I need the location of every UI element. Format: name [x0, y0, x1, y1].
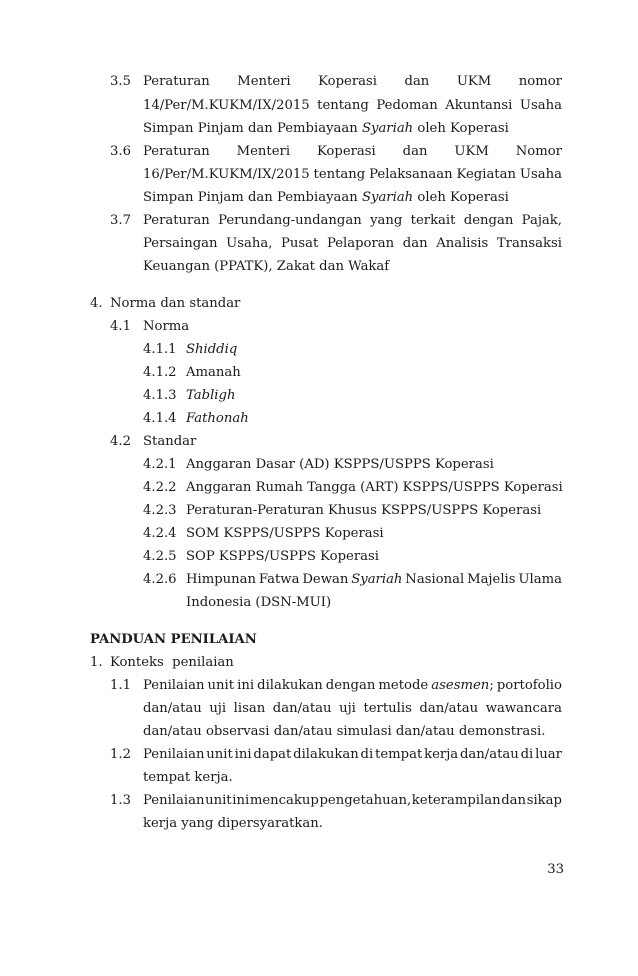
- item-number: 3.6: [110, 144, 131, 159]
- item-1-1-line1: Penilaian unit ini dilakukan dengan metode asesmen; portofolio: [143, 678, 562, 693]
- list-item-number: 4.2.1: [143, 457, 177, 472]
- subsection-title: Norma: [143, 319, 190, 334]
- section-number: 1.: [90, 655, 103, 670]
- subsection-number: 4.2: [110, 434, 131, 449]
- list-item: Peraturan-Peraturan Khusus KSPPS/USPPS Koperasi: [186, 503, 542, 518]
- item-1-2-line2: tempat kerja.: [143, 770, 233, 785]
- list-item: Anggaran Rumah Tangga (ART) KSPPS/USPPS Koperasi: [186, 480, 563, 495]
- list-item: Anggaran Dasar (AD) KSPPS/USPPS Koperasi: [186, 457, 494, 472]
- item-3-7-line3: Keuangan (PPATK), Zakat dan Wakaf: [143, 259, 390, 274]
- item-3-5-line2: 14/Per/M.KUKM/IX/2015 tentang Pedoman Akuntansi Usaha: [143, 98, 562, 113]
- list-item: Amanah: [186, 365, 241, 380]
- section-title: Norma dan standar: [110, 296, 241, 311]
- item-1-1-line3: dan/atau observasi dan/atau simulasi dan/atau demonstrasi.: [143, 724, 546, 739]
- item-3-5-line3: Simpan Pinjam dan Pembiayaan Syariah oleh Koperasi: [143, 121, 509, 136]
- list-item-number: 4.2.6: [143, 572, 177, 587]
- list-item: Shiddiq: [186, 342, 238, 357]
- item-number: 3.5: [110, 74, 131, 89]
- item-1-1-line2: dan/atau uji lisan dan/atau uji tertulis dan/atau wawancara: [143, 701, 562, 716]
- list-item-number: 4.2.2: [143, 480, 177, 495]
- list-item: Fathonah: [186, 411, 249, 426]
- list-item-number: 4.2.5: [143, 549, 177, 564]
- subsection-number: 4.1: [110, 319, 131, 334]
- item-1-3-line2: kerja yang dipersyaratkan.: [143, 816, 323, 831]
- list-item-number: 4.1.2: [143, 365, 177, 380]
- list-item-number: 4.1.4: [143, 411, 177, 426]
- item-1-2-line1: Penilaian unit ini dapat dilakukan di tempat kerja dan/atau di luar: [143, 747, 562, 762]
- list-item-number: 4.2.4: [143, 526, 177, 541]
- item-3-6-line1: Peraturan Menteri Koperasi dan UKM Nomor: [143, 144, 562, 159]
- page-number: 33: [547, 862, 564, 877]
- list-item-number: 4.1.3: [143, 388, 177, 403]
- list-item: Tabligh: [186, 388, 236, 403]
- item-3-6-line3: Simpan Pinjam dan Pembiayaan Syariah oleh Koperasi: [143, 190, 509, 205]
- section-heading: PANDUAN PENILAIAN: [90, 632, 257, 647]
- item-3-5-line1: Peraturan Menteri Koperasi dan UKM nomor: [143, 74, 562, 89]
- section-title: Konteks penilaian: [110, 655, 234, 670]
- list-item-number: 4.2.3: [143, 503, 177, 518]
- list-item-4-2-6-line1: Himpunan Fatwa Dewan Syariah Nasional Majelis Ulama: [186, 572, 562, 587]
- list-item: SOP KSPPS/USPPS Koperasi: [186, 549, 379, 564]
- item-3-6-line2: 16/Per/M.KUKM/IX/2015 tentang Pelaksanaan Kegiatan Usaha: [143, 167, 562, 182]
- subsection-title: Standar: [143, 434, 197, 449]
- item-1-3-line1: Penilaian unit ini mencakup pengetahuan, keterampilan dan sikap: [143, 793, 562, 808]
- list-item: SOM KSPPS/USPPS Koperasi: [186, 526, 384, 541]
- list-item-number: 4.1.1: [143, 342, 177, 357]
- item-number: 1.2: [110, 747, 131, 762]
- list-item-4-2-6-line2: Indonesia (DSN-MUI): [186, 595, 332, 610]
- item-3-7-line1: Peraturan Perundang-undangan yang terkait dengan Pajak,: [143, 213, 562, 228]
- section-number: 4.: [90, 296, 103, 311]
- item-number: 1.3: [110, 793, 131, 808]
- item-3-7-line2: Persaingan Usaha, Pusat Pelaporan dan Analisis Transaksi: [143, 236, 562, 251]
- item-number: 3.7: [110, 213, 131, 228]
- item-number: 1.1: [110, 678, 131, 693]
